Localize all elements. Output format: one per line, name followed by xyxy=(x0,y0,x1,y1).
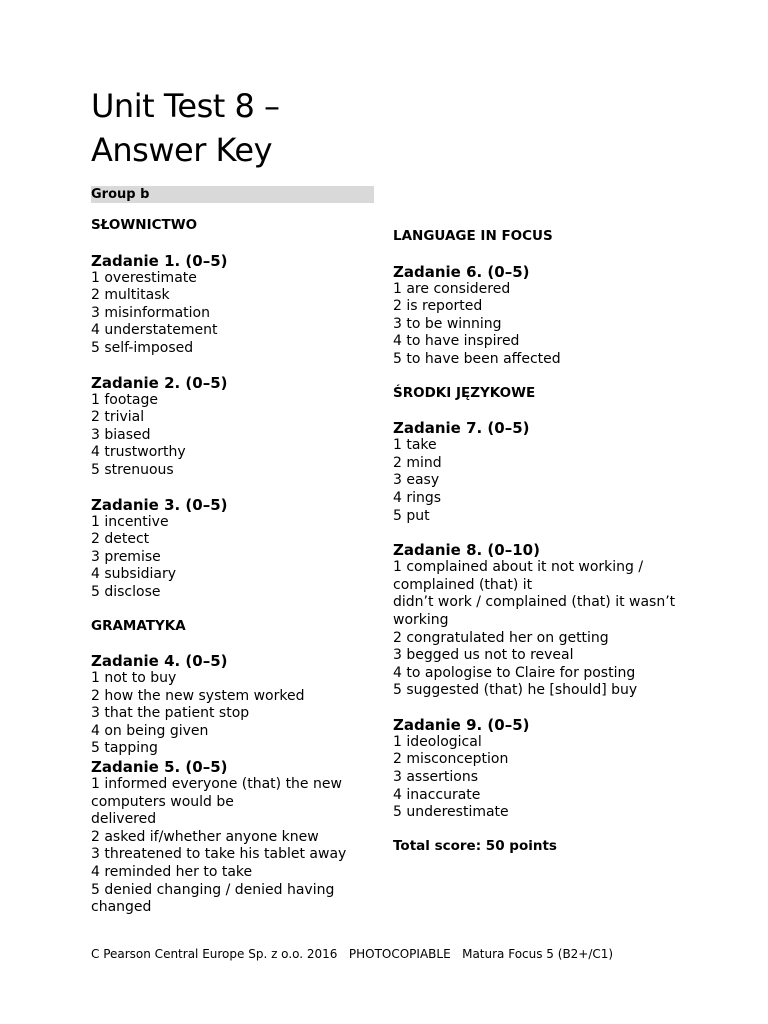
answer-item: 2 misconception xyxy=(393,751,509,768)
task-7-heading: Zadanie 7. (0–5) xyxy=(393,419,530,438)
answer-item: 1 not to buy xyxy=(91,670,177,687)
task-2-heading: Zadanie 2. (0–5) xyxy=(91,373,228,392)
answer-item: 3 easy xyxy=(393,472,440,489)
answer-item: 2 multitask xyxy=(91,287,170,304)
answer-item: 5 suggested (that) he [should] buy xyxy=(393,682,638,699)
answer-item: 4 on being given xyxy=(91,722,209,739)
answer-item: 1 complained about it not working / complained (that) it xyxy=(393,559,644,593)
answer-item: 4 rings xyxy=(393,489,442,506)
answer-item: 4 inaccurate xyxy=(393,786,481,803)
answer-item: 4 subsidiary xyxy=(91,566,176,583)
answer-item: 3 misinformation xyxy=(91,304,210,321)
left-column xyxy=(91,217,391,917)
task-9-heading: Zadanie 9. (0–5) xyxy=(393,715,530,734)
section-heading-srodki-jezykowe: ŚRODKI JĘZYKOWE xyxy=(393,384,536,401)
answer-item: 1 informed everyone (that) the new computers would be xyxy=(91,776,342,810)
answer-item: 2 mind xyxy=(393,454,442,471)
answer-item: 4 reminded her to take xyxy=(91,864,253,881)
answer-item: 5 self-imposed xyxy=(91,339,194,356)
footer-copyright: C Pearson Central Europe Sp. z o.o. 2016 PHOTOCOPIABLE Matura Focus 5 (B2+/C1) xyxy=(91,947,614,961)
answer-item: 2 asked if/whether anyone knew xyxy=(91,828,319,845)
right-column xyxy=(393,228,693,855)
group-label: Group b xyxy=(91,186,374,203)
task-5-heading: Zadanie 5. (0–5) xyxy=(91,758,228,777)
section-heading-gramatyka: GRAMATYKA xyxy=(91,617,186,634)
answer-item: didn’t work / complained (that) it wasn’t working xyxy=(393,594,676,628)
title-line-1: Unit Test 8 – xyxy=(91,87,280,125)
answer-item: 3 threatened to take his tablet away xyxy=(91,846,347,863)
answer-item: 1 ideological xyxy=(393,733,482,750)
section-heading-language-in-focus: LANGUAGE IN FOCUS xyxy=(393,228,553,244)
answer-item: delivered xyxy=(91,811,157,828)
answer-item: 2 is reported xyxy=(393,298,483,315)
answer-item: 5 denied changing / denied having changed xyxy=(91,881,335,916)
answer-item: 3 premise xyxy=(91,548,161,565)
answer-item: 3 biased xyxy=(91,426,151,443)
answer-item: 4 trustworthy xyxy=(91,444,186,461)
answer-item: 5 put xyxy=(393,507,430,524)
task-8-heading: Zadanie 8. (0–10) xyxy=(393,541,540,560)
answer-item: 3 to be winning xyxy=(393,315,502,332)
answer-item: 4 to apologise to Claire for posting xyxy=(393,664,636,681)
answer-item: 5 strenuous xyxy=(91,461,174,478)
answer-item: 5 disclose xyxy=(91,583,161,600)
answer-item: 2 detect xyxy=(91,531,150,548)
answer-item: 3 begged us not to reveal xyxy=(393,647,574,664)
answer-item: 1 take xyxy=(393,437,437,454)
answer-item: 1 footage xyxy=(91,391,158,408)
section-heading-slownictwo: SŁOWNICTWO xyxy=(91,217,198,233)
task-1-heading: Zadanie 1. (0–5) xyxy=(91,251,228,270)
title-line-2: Answer Key xyxy=(91,131,273,169)
answer-item: 2 how the new system worked xyxy=(91,687,305,704)
total-score: Total score: 50 points xyxy=(393,837,557,854)
answer-item: 2 congratulated her on getting xyxy=(393,629,609,646)
answer-item: 5 to have been affected xyxy=(393,350,561,367)
answer-item: 1 overestimate xyxy=(91,269,197,286)
answer-item: 3 that the patient stop xyxy=(91,705,250,722)
answer-item: 4 to have inspired xyxy=(393,333,520,350)
task-6-heading: Zadanie 6. (0–5) xyxy=(393,262,530,281)
answer-item: 1 incentive xyxy=(91,513,169,530)
answer-item: 1 are considered xyxy=(393,280,511,297)
answer-item: 5 tapping xyxy=(91,740,158,757)
page-title xyxy=(91,84,491,172)
task-3-heading: Zadanie 3. (0–5) xyxy=(91,495,228,514)
task-4-heading: Zadanie 4. (0–5) xyxy=(91,652,228,671)
answer-item: 5 underestimate xyxy=(393,804,509,821)
answer-item: 4 understatement xyxy=(91,322,218,339)
answer-item: 2 trivial xyxy=(91,409,145,426)
answer-item: 3 assertions xyxy=(393,769,479,786)
